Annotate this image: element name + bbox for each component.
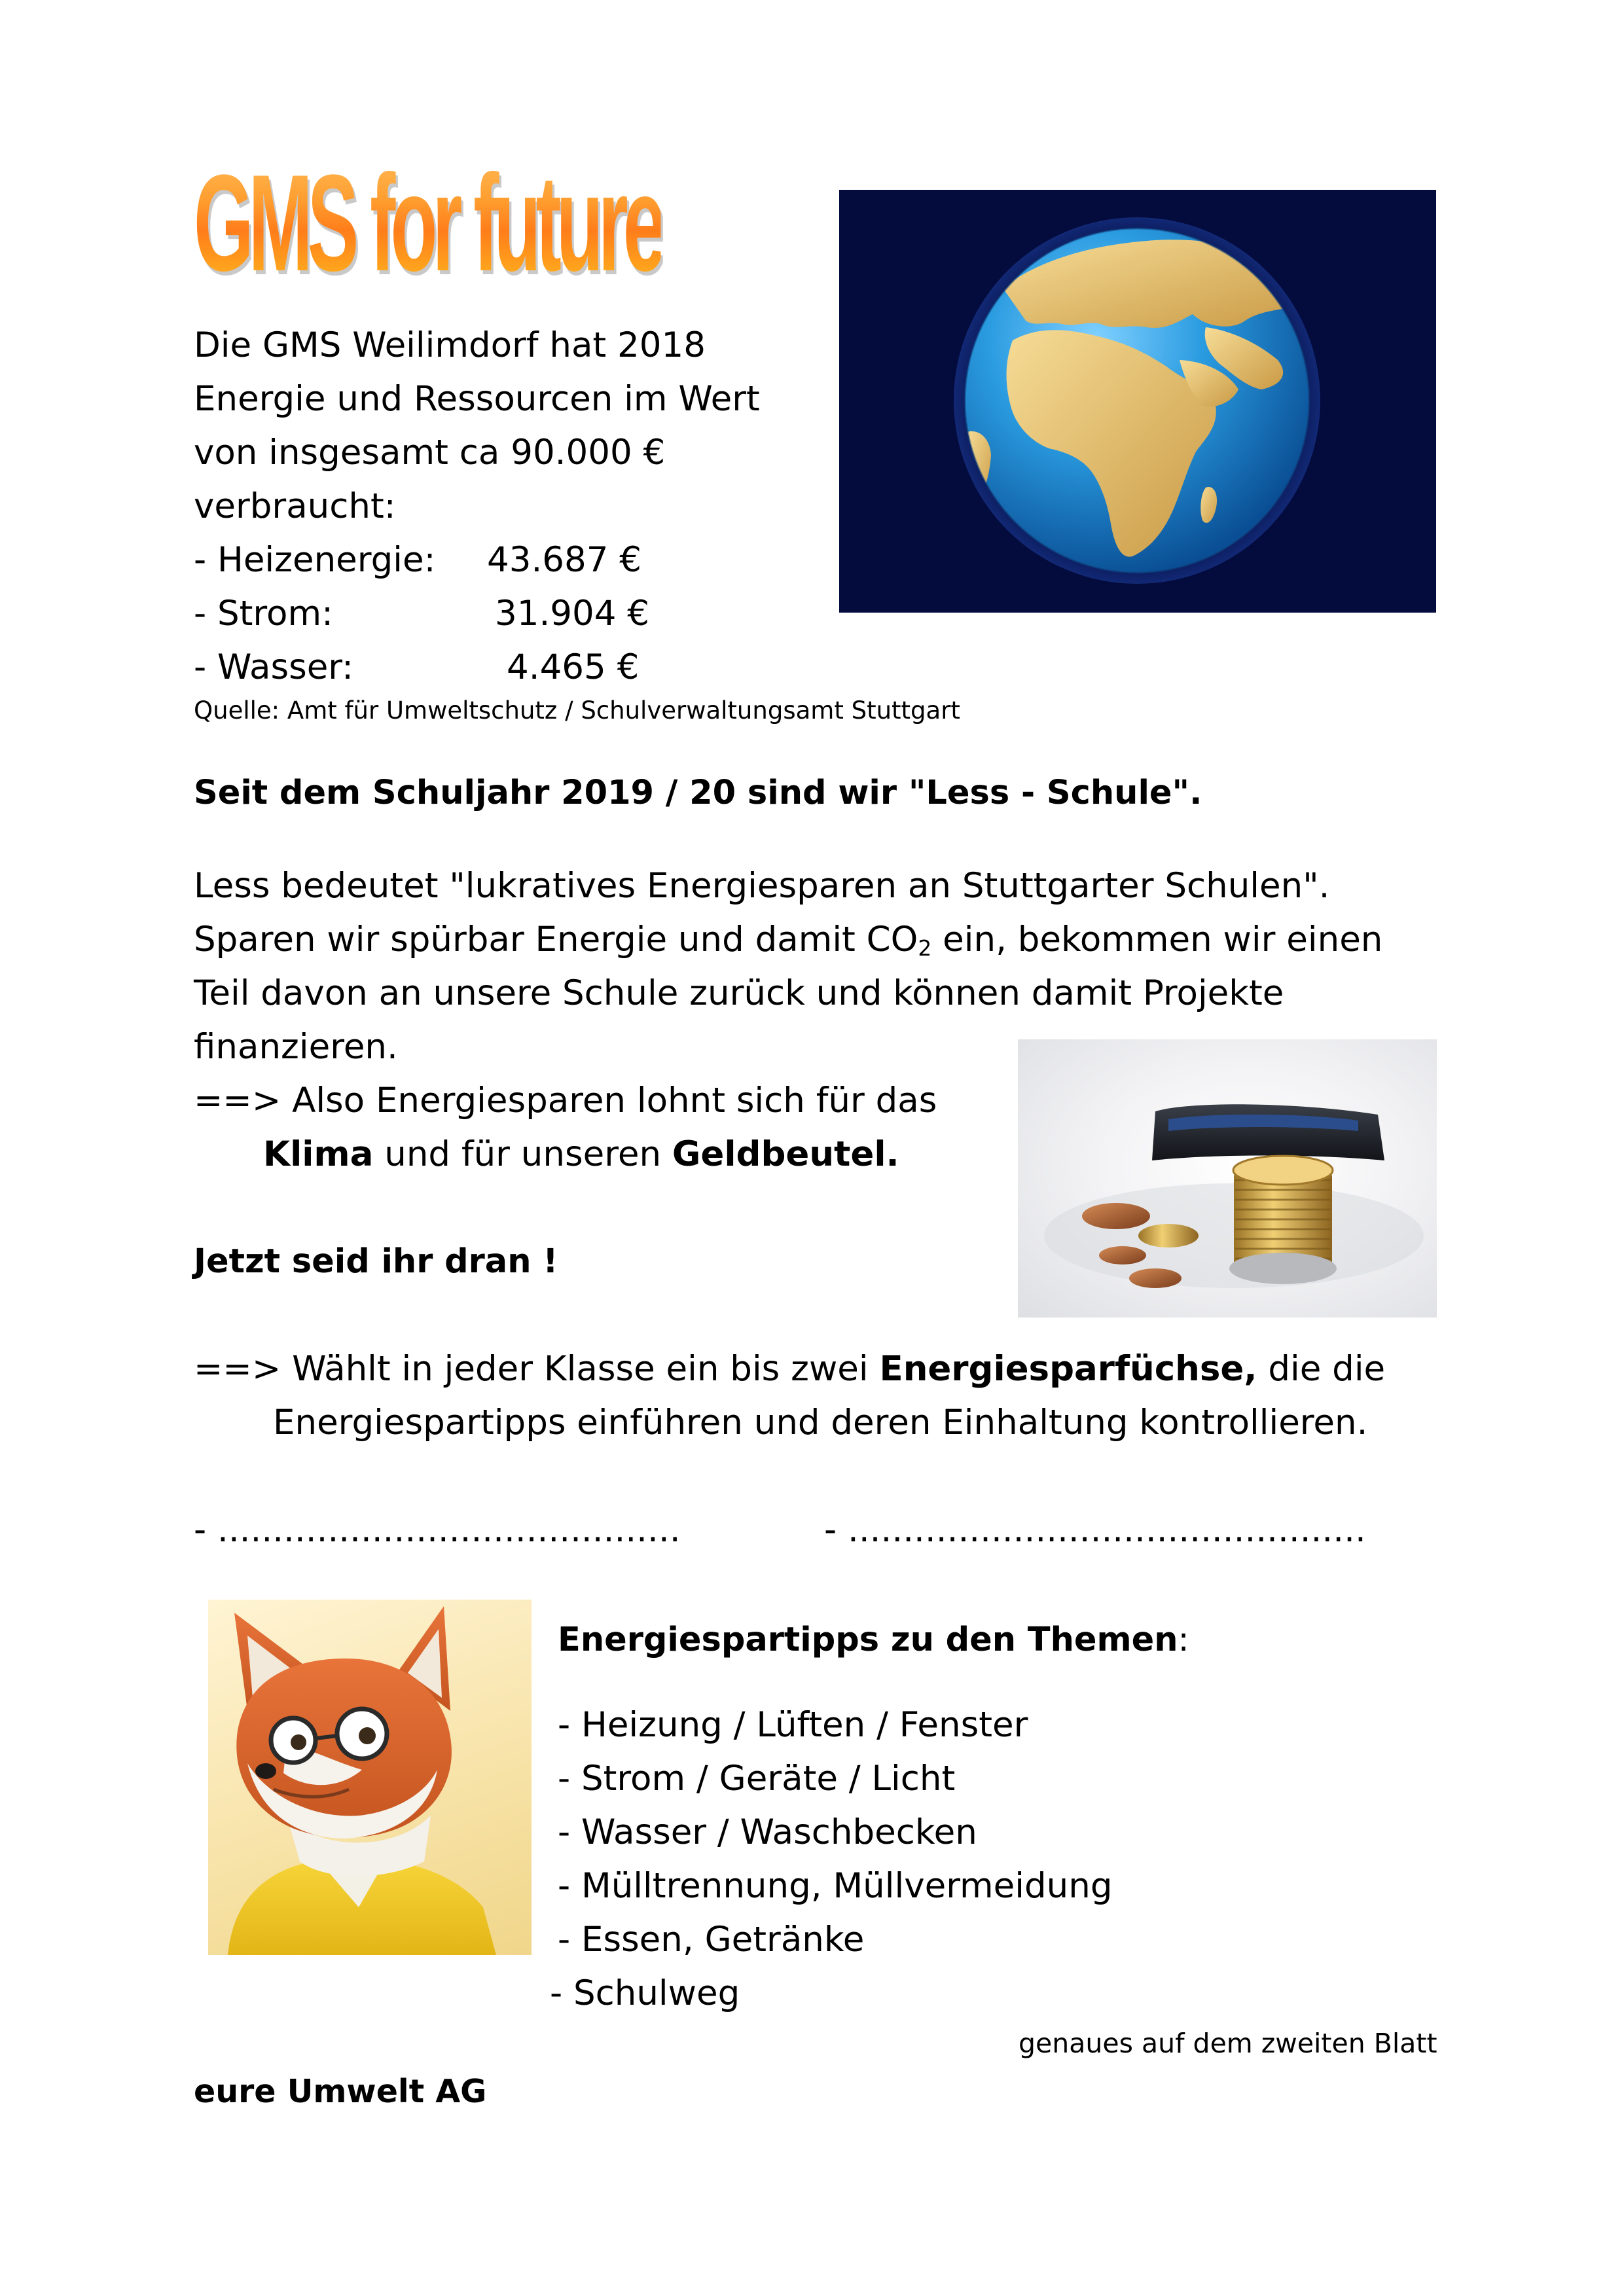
cost-row-heating [194,533,691,587]
call-to-action: Jetzt seid ihr dran ! [194,1242,558,1281]
topics-heading-colon: : [1178,1621,1189,1659]
less-heading: Seit dem Schuljahr 2019 / 20 sind wir "Less - Schule". [194,774,1202,812]
cost-amount: 31.904 € [495,594,650,634]
election-line-1 [194,1342,1385,1396]
globe-icon [839,190,1436,613]
cost-label: - Heizenergie: [194,540,436,580]
topic-item: - Mülltrennung, Müllvermeidung [558,1866,1113,1906]
topics-heading [558,1613,1189,1667]
election-prefix: ==> Wählt in jeder Klasse ein bis zwei [194,1349,880,1389]
less-line-1: Less bedeutet "lukratives Energiesparen an Stuttgarter Schulen". [194,866,1330,906]
topics-heading-text: Energiespartipps zu den Themen [558,1621,1178,1659]
cost-amount: 43.687 € [487,540,642,580]
energiesparfuechse-word: Energiesparfüchse, [879,1349,1257,1389]
topic-item: - Essen, Getränke [558,1920,865,1960]
election-suffix: die die [1257,1349,1386,1389]
less-line-3: Teil davon an unsere Schule zurück und können damit Projekte [194,973,1284,1013]
topic-item: - Strom / Geräte / Licht [558,1759,956,1799]
blank-line-2: - ............................................... [824,1510,1366,1550]
topic-item: - Wasser / Waschbecken [558,1812,977,1852]
blank-line-1: - .......................................... [194,1510,681,1550]
cost-row-electricity [194,587,691,641]
less-line-2 [194,913,1382,975]
intro-line-4: verbraucht: [194,486,396,526]
second-sheet-note: genaues auf dem zweiten Blatt [1019,2028,1437,2059]
title-wordart [194,148,783,298]
source-note: Quelle: Amt für Umweltschutz / Schulverwaltungsamt Stuttgart [194,696,960,725]
intro-line-3: von insgesamt ca 90.000 € [194,433,666,473]
signature: eure Umwelt AG [194,2073,487,2110]
intro-line-1: Die GMS Weilimdorf hat 2018 [194,325,706,365]
less-line-6-mid: und für unseren [373,1134,672,1174]
fox-picture [208,1600,532,1955]
klima-word: Klima [263,1134,374,1174]
cost-amount: 4.465 € [507,647,640,687]
globe-picture [839,190,1436,613]
coins-wallet-icon [1018,1039,1437,1318]
intro-line-2: Energie und Ressourcen im Wert [194,379,760,419]
cost-label: - Strom: [194,594,333,634]
coins-picture [1018,1039,1437,1318]
fox-mascot-icon [208,1600,532,1955]
less-line-2-b: ein, bekommen wir einen [931,920,1383,960]
cost-row-water [194,641,691,694]
topic-item: - Heizung / Lüften / Fenster [558,1705,1028,1745]
geldbeutel-word: Geldbeutel. [672,1134,899,1174]
topic-item: - Schulweg [550,1973,740,2013]
less-line-5: ==> Also Energiesparen lohnt sich für das [194,1081,937,1121]
page-title: GMS for future [194,146,661,300]
election-line-2: Energiespartipps einführen und deren Einhaltung kontrollieren. [273,1403,1368,1443]
co2-subscript: 2 [918,935,932,961]
cost-label: - Wasser: [194,647,354,687]
less-line-4: finanzieren. [194,1027,398,1067]
less-line-2-a: Sparen wir spürbar Energie und damit CO [194,920,918,960]
less-line-6 [263,1128,899,1181]
